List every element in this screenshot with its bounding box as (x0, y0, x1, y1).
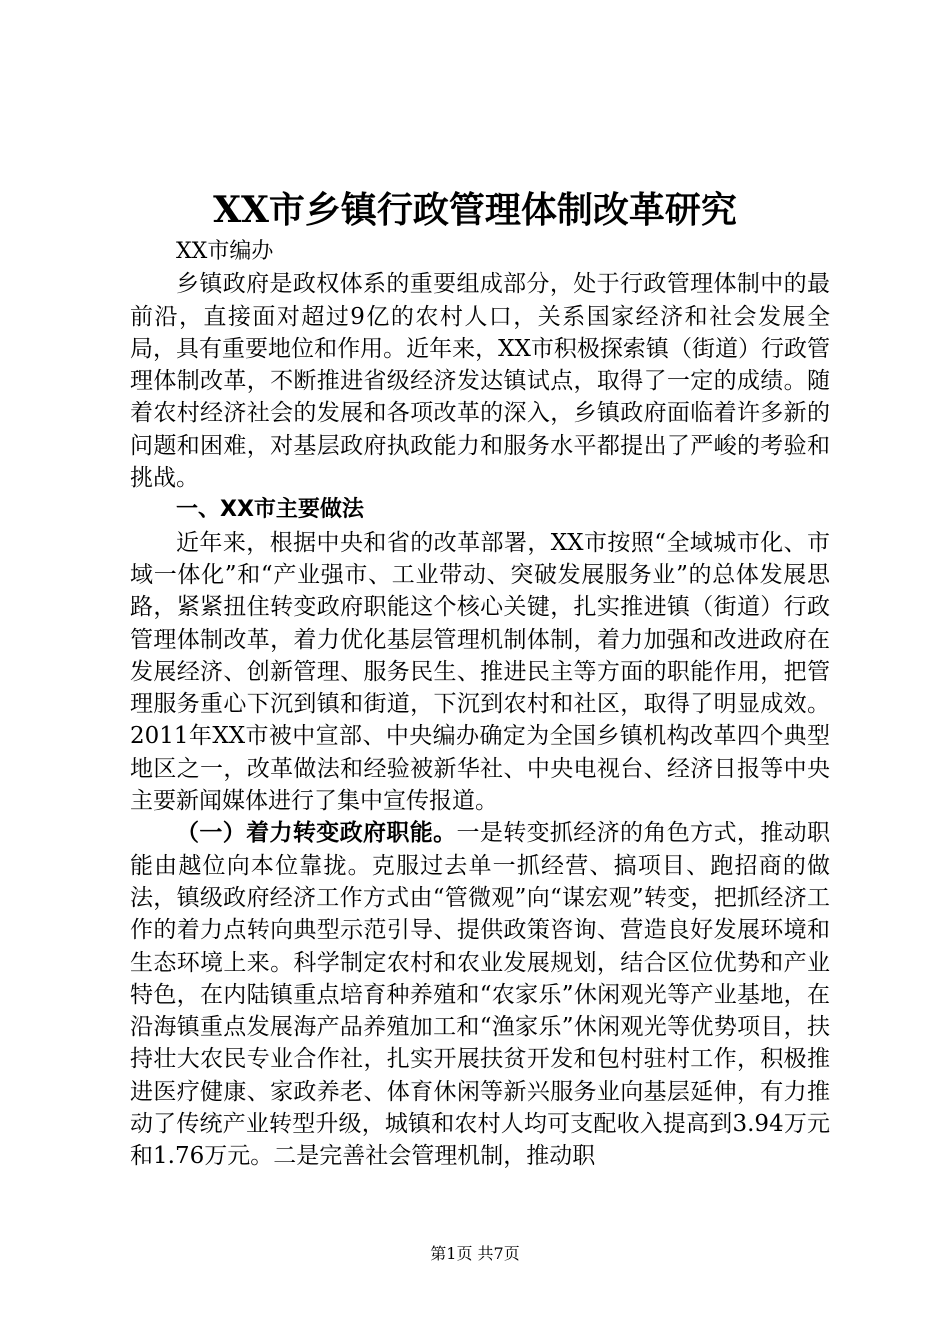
paragraph-3-rest: 一是转变抓经济的角色方式，推动职能由越位向本位靠拢。克服过去单一抓经营、搞项目、跑招商的做法，镇级政府经济工作方式由“管微观”向“谋宏观”转变，把抓经济工作的着力点转向典型示范引导、提供政策咨询、营造良好发展环境和生态环境上来。科学制定农村和农业发展规划，结合区位优势和产业特色，在内陆镇重点培育种养殖和“农家乐”休闲观光等产业基地，在沿海镇重点发展海产品养殖加工和“渔家乐”休闲观光等优势项目，扶持壮大农民专业合作社，扎实开展扶贫开发和包村驻村工作，积极推进医疗健康、家政养老、体育休闲等新兴服务业向基层延伸，有力推动了传统产业转型升级，城镇和农村人均可支配收入提高到3.94万元和1.76万元。二是完善社会管理机制，推动职 (130, 820, 831, 1170)
paragraph-intro: 乡镇政府是政权体系的重要组成部分，处于行政管理体制中的最前沿，直接面对超过9亿的农村人口，关系国家经济和社会发展全局，具有重要地位和作用。近年来，XX市积极探索镇（街道）行政管理体制改革，不断推进省级经济发达镇试点，取得了一定的成绩。随着农村经济社会的发展和各项改革的深入，乡镇政府面临着许多新的问题和困难，对基层政府执政能力和服务水平都提出了严峻的考验和挑战。 (130, 271, 830, 492)
page-footer: 第1页 共7页 (430, 1244, 520, 1263)
document-title: XX市乡镇行政管理体制改革研究 (213, 189, 737, 231)
document-author: XX市编办 (176, 239, 274, 264)
paragraph-3-lead: （一）着力转变政府职能。 (176, 819, 457, 847)
document-body (130, 236, 830, 1173)
section-heading-1: 一、XX市主要做法 (176, 497, 364, 523)
paragraph-3 (130, 817, 830, 1172)
paragraph-2: 近年来，根据中央和省的改革部署，XX市按照“全域城市化、市域一体化”和“产业强市、工业带动、突破发展服务业”的总体发展思路，紧紧扭住转变政府职能这个核心关键，扎实推进镇（街道）行政管理体制改革，着力优化基层管理机制体制，着力加强和改进政府在发展经济、创新管理、服务民生、推进民主等方面的职能作用，把管理服务重心下沉到镇和街道，下沉到农村和社区，取得了明显成效。2011年XX市被中宣部、中央编办确定为全国乡镇机构改革四个典型地区之一，改革做法和经验被新华社、中央电视台、经济日报等中央主要新闻媒体进行了集中宣传报道。 (130, 529, 830, 815)
